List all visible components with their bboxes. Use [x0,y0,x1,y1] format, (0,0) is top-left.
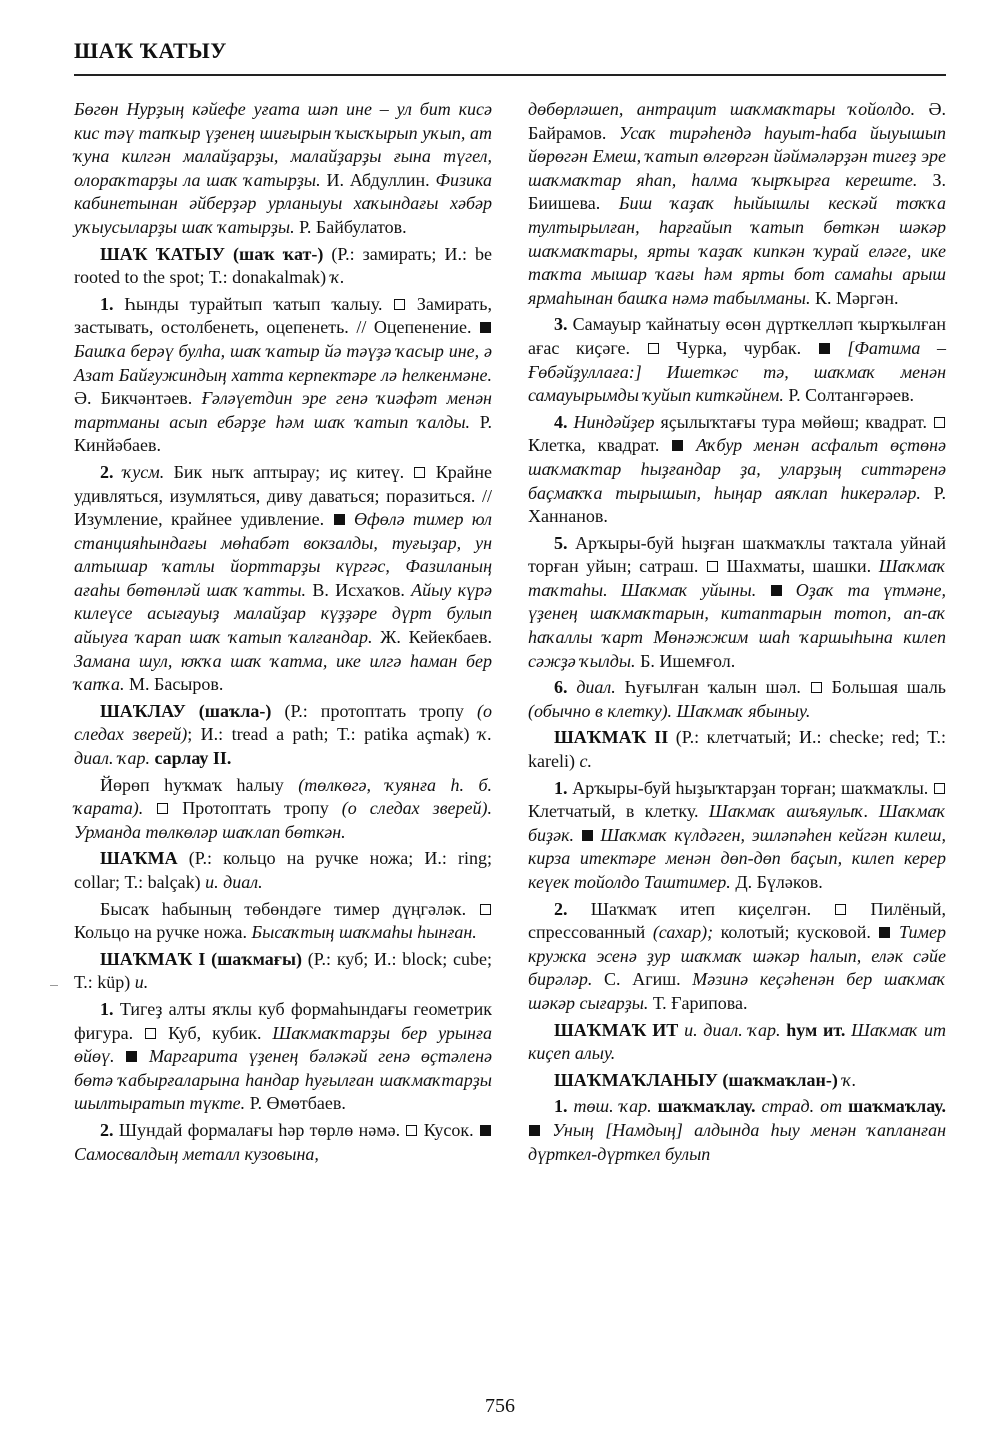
right-entry-paragraph: 6. диал. Һуғылған ҡалын шәл. Большая шаль (обычно в клетку). Шаҡмаҡ ябыныу. [528,677,947,721]
left-entry-paragraph: Йөрөп һуҡмаҡ һалыу (төлкөгә, ҡуянға һ. б. ҡарата). Протоптать тропу (о следах зверей). Урманда төлкөләр шаҡлап бөткән. [74,774,493,842]
example-marker-icon [672,440,683,451]
russian-gloss-marker-icon [835,904,846,915]
example-marker-icon [480,1125,491,1136]
example-marker-icon [480,322,491,333]
right-entry-paragraph: ШАҠМАҠ II (Р.: клетчатый; И.: checke; red; Т.: kareli) с. [528,727,946,772]
russian-gloss-marker-icon [648,343,659,354]
russian-gloss-marker-icon [707,561,718,572]
right-entry-paragraph: ШАҠМАҠ ИТ и. диал. ҡар. һум ит. Шаҡмаҡ ит киҫеп алыу. [528,1019,947,1064]
russian-gloss-marker-icon [480,904,491,915]
right-entry-paragraph: 3. Самауыр ҡайнатыу өсөн дүрткелләп ҡырҡылған ағас киҫәге. Чурка, чурбак. [Фатима – Ғөбәйҙуллаға:] Ишеткәс тә, шаҡмаҡ менән самауырымды ҡуйып киткәйнем. Р. Солтангәрәев. [528,314,947,406]
example-marker-icon [819,343,830,354]
left-entry-paragraph: 1. Тигеҙ алты яҡлы куб формаһындағы геометрик фигура. Куб, кубик. Шаҡмаҡтарҙы бер урынға өйөү. Маргарита үҙенең бәләкәй генә өҫтәленә бөтә ҡабырғаларына һандар һуғылған шаҡмаҡтарҙы шылтыратып түкте. Р. Өмөтбаев. [74,998,493,1114]
running-head: ШАҠ ҠАТЫУ [74,38,227,63]
right-entry-paragraph: 5. Арҡыры-буй һыҙған шаҡмаҡлы таҡтала уйнай торған уйын; сатраш. Шахматы, шашки. Шаҡмаҡ таҡтаһы. Шаҡмаҡ уйыны. Оҙаҡ та үтмәне, үҙенең шаҡмаҡтарын, китаптарын тотоп, ап-аҡ һаҡаллы ҡарт Мөнәжжим шаһ ҡаршыһына килеп сәжҙә ҡылды. Б. Ишемғол. [528,532,946,671]
russian-gloss-marker-icon [811,682,822,693]
right-column [528,98,946,1166]
left-entry-paragraph: ШАҠ ҠАТЫУ (шаҡ ҡат-) (Р.: замирать; И.: be rooted to the spot; Т.: donakalmak) ҡ. [74,243,492,288]
russian-gloss-marker-icon [934,417,945,428]
russian-gloss-marker-icon [394,299,405,310]
example-marker-icon [334,514,345,525]
left-column [74,98,492,1166]
left-entry-paragraph: ШАҠМА (Р.: кольцо на ручке ножа; И.: ring; collar; Т.: balçak) и. диал. [74,848,492,892]
right-entry-paragraph: 1. төш. ҡар. шаҡмаҡлау. страд. от шаҡмаҡлау. Уның [Намдың] алдында һыу менән ҡапланған дүрткел-дүрткел булып [528,1096,947,1164]
russian-gloss-marker-icon [414,467,425,478]
right-entry-paragraph: 4. Ниндәйҙер яҫылыҡтағы тура мөйөш; квадрат. Клетка, квадрат. Аҡбур менән асфальт өҫтөнә шаҡмаҡтар һыҙғандар ҙа, уларҙың ситтәренә баҫмаҡҡа тырышып, һыңар аяҡлап һикерәләр. Р. Ханнанов. [528,411,947,527]
left-entry-paragraph: Бөгөн Нурҙың кәйефе уғата шәп ине – ул бит кисә кис тәү тапҡыр үҙенең шиғырын ҡысҡырып уҡып, ат ҡуна килгән малайҙарҙы, малайҙарҙы ғына түгел, олораҡтарҙы ла шаҡ ҡатырҙы. И. Абдуллин. Физика кабинетынан әйберҙәр урланыуы хаҡындағы хәбәр уҡыусыларҙы шаҡ ҡатырҙы. Р. Байбулатов. [74,99,492,237]
right-entry-paragraph: 2. Шаҡмаҡ итеп киҫелгән. Пилёный, спрессованный (сахар); колотый; кусковой. Тимер кружка эсенә ҙур шаҡмаҡ шәкәр һалып, еләк сәйе бирәләр. С. Агиш. Мәзинә кеҫәһенән бер шаҡмаҡ шәкәр сығарҙы. Т. Ғарипова. [528,898,946,1013]
right-entry-paragraph: 1. Арҡыры-буй һыҙыҡтарҙан торған; шаҡмаҡлы. Клетчатый, в клетку. Шаҡмаҡ ашъяулыҡ. Шаҡмаҡ биҙәк. Шаҡмаҡ күлдәген, эшләпәһен кейгән килеш, кирза итектәре менән дөп-дөп баҫып, килеп керер кеүек тойолдо Таштимер. Д. Бүләков. [528,777,947,892]
left-entry-paragraph: ШАҠЛАУ (шаҡла-) (Р.: протоптать тропу (о следах зверей); И.: tread a path; Т.: patika açmak) ҡ. диал. ҡар. сарлау II. [74,700,493,769]
example-marker-icon [126,1051,137,1062]
header-rule [74,74,946,76]
russian-gloss-marker-icon [934,783,945,794]
page-number: 756 [485,1395,515,1417]
russian-gloss-marker-icon [406,1125,417,1136]
left-entry-paragraph: 1. Һынды турайтып ҡатып ҡалыу. Замирать, застывать, остолбенеть, оцепенеть. // Оцепенение. Башҡа берәү булһа, шаҡ ҡатыр йә тәүҙә ҡасыр ине, ә Азат Байғужиндың хатта керпектәре лә һелкенмәне. Ә. Бикчәнтәев. Ғәләүетдин эре генә ҡиәфәт менән тартманы асып ебәрҙе һәм шаҡ ҡатып ҡалды. Р. Кинйәбаев. [74,293,492,456]
example-marker-icon [529,1125,540,1136]
margin-mark [50,985,58,986]
example-marker-icon [879,927,890,938]
left-entry-paragraph: 2. Шундай формалағы һәр төрлө нәмә. Кусок. Самосвалдың металл кузовына, [74,1119,492,1166]
right-entry-paragraph: ШАҠМАҠЛАНЫУ (шаҡмаҡлан-) ҡ. [554,1069,857,1090]
example-marker-icon [582,830,593,841]
left-entry-paragraph: ШАҠМАҠ I (шаҡмағы) (Р.: куб; И.: block; cube; Т.: küp) и. [74,948,492,993]
left-entry-paragraph: Бысаҡ һабының төбөндәге тимер дүңгәләк. Кольцо на ручке ножа. Бысаҡтың шаҡмаһы һынған. [74,898,492,945]
example-marker-icon [771,585,782,596]
russian-gloss-marker-icon [157,803,168,814]
russian-gloss-marker-icon [145,1028,156,1039]
left-entry-paragraph: 2. ҡусм. Бик ныҡ аптырау; иҫ китеү. Крайне удивляться, изумляться, диву даваться; поразиться. // Изумление, крайнее удивление. Өфөлә тимер юл станцияһындағы мөһабәт вокзалды, туғыҙар, ун алтышар ҡатлы йорттарҙы күргәс, Фазиланың ағаһы бөтөнләй шаҡ ҡатты. В. Исхаҡов. Айыу күрә килеүсе асығауыҙ малайҙар күҙҙәре дүрт булып айыуға ҡарап шаҡ ҡатып ҡалғандар. Ж. Кейекбаев. Замана шул, юҡҡа шаҡ ҡатма, ике илгә һаман бер ҡапҡа. М. Басыров. [74,461,493,695]
right-entry-paragraph: дөбөрләшеп, антрацит шаҡмаҡтары ҡойолдо. Ә. Байрамов. Усаҡ тирәһендә һауыт-һаба йыуышып йөрөгән Емеш, ҡатып өлгөргән йәймәләрҙән тигеҙ эре шаҡмаҡтар яһап, һалма ҡырҡырға кереште. З. Биишева. Биш ҡаҙаҡ һыйышлы кескәй тоҡҡа тултырылған, һарғайып ҡатып бөткән шәкәр шаҡмаҡтары, ярты ҡаҙаҡ кипкән ҡурай еләге, ике таҡта мышар ҡағы һәм ярты бот самаһы арыш ярмаһынан башҡа нәмә табылманы. К. Мәргән. [528,99,947,308]
